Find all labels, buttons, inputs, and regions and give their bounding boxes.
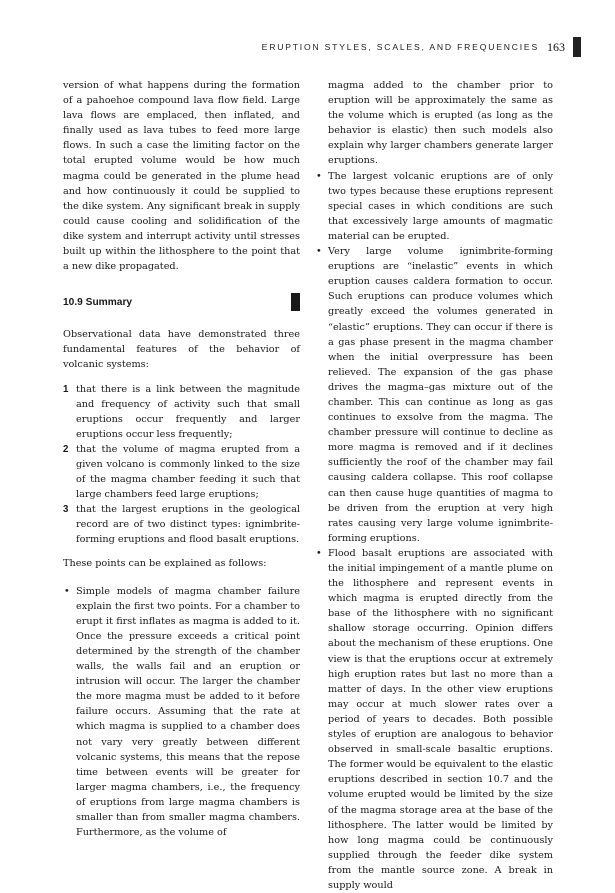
- bullet-list-left: [63, 584, 300, 841]
- list-item: [63, 442, 300, 502]
- bullet-item: [315, 546, 553, 893]
- bullet-list-right: [315, 169, 553, 893]
- list-item-text: that the volume of magma erupted from a given volcano is commonly linked to the size of the magma chamber feeding it such that large chambers feed large eruptions;: [76, 443, 300, 501]
- left-column: [63, 78, 300, 840]
- bullet-text: Flood basalt eruptions are associated with the initial impingement of a mantle plume on the lithosphere and represent events in which magma is erupted directly from the base of the lithosphere with no significant shallow storage occurring. Opinion differs about the mechanism of these eruptions. One view is that the eruptions occur at extremely high eruption rates but last no more than a matter of days. In the other view eruptions may occur at much slower rates over a period of years to decades. Both possible styles of eruption are analogous to behavior observed in small-scale basaltic eruptions. The former would be equivalent to the elastic eruptions described in section 10.7 and the volume erupted would be limited by the size of the magma storage area at the base of the lithosphere. The latter would be limited by how long magma could be continuously supplied through the feeder dike system from the mantle source zone. A break in supply would: [328, 547, 553, 891]
- section-title: 10.9 Summary: [63, 296, 133, 308]
- bullet-glyph: •: [316, 547, 322, 559]
- bullet-text: Very large volume ignimbrite-forming eruptions are “inelastic” events in which eruption causes caldera formation to occur. Such eruptions can produce volumes which greatly exceed the volumes generated in “elastic” eruptions. They can occur if there is a gas phase present in the magma chamber when the initial overpressure has been relieved. The expansion of the gas phase drives the magma–gas mixture out of the chamber. This can continue as long as gas continues to exsolve from the magma. The chamber pressure will continue to decline as more magma is removed and if it declines sufficiently the roof of the chamber may fail causing caldera collapse. This roof collapse can then cause huge quantities of magma to be driven from the eruption at very high rates causing very large volume ignimbrite-forming eruptions.: [328, 246, 553, 544]
- bullet-glyph: •: [316, 170, 322, 182]
- page-header: [262, 37, 581, 57]
- right-column: [315, 78, 553, 893]
- explain-intro: These points can be explained as follows:: [63, 557, 267, 569]
- page-number: 163: [547, 39, 565, 54]
- numbered-list: [63, 382, 300, 548]
- bullet-glyph: •: [64, 585, 70, 597]
- list-number: 2: [63, 443, 69, 455]
- list-item-text: that the largest eruptions in the geological record are of two distinct types: ignimbrite-forming eruptions and flood basalt eruptions.: [76, 504, 300, 546]
- section-heading: [63, 293, 300, 311]
- list-item-text: that there is a link between the magnitude and frequency of activity such that small eruptions occur frequently and larger eruptions occur less frequently;: [76, 383, 300, 440]
- running-head: ERUPTION STYLES, SCALES, AND FREQUENCIES: [261, 42, 539, 52]
- summary-intro: Observational data have demonstrated three fundamental features of the behavior of volcanic systems:: [63, 329, 300, 371]
- bullet-item: [315, 244, 553, 546]
- bullet-glyph: •: [316, 246, 322, 258]
- bullet-text: The largest volcanic eruptions are of only two types because these eruptions represent special cases in which conditions are such that excessively large amounts of magmatic material can be erupted.: [328, 170, 553, 242]
- list-number: 1: [63, 383, 69, 395]
- list-item: [63, 502, 300, 547]
- bullet-text: Simple models of magma chamber failure explain the first two points. For a chamber to erupt it first inflates as magma is added to it. Once the pressure exceeds a critical point determined by the strength of the chamber walls, the walls fail and an eruption or intrusion will occur. The larger the chamber the more magma must be added to it before failure occurs. Assuming that the rate at which magma is supplied to a chamber does not vary very greatly between different volcanic systems, this means that the repose time between events will be greater for larger magma chambers, i.e., the frequency of eruptions from large magma chambers is smaller than from smaller magma chambers. Furthermore, as the volume of: [76, 585, 300, 839]
- paragraph-continued: version of what happens during the formation of a pahoehoe compound lava flow field. Large lava flows are emplaced, then inflated, and finally used as lava tubes to feed more large flows. In such a case the limiting factor on the total erupted volume would be how much magma could be generated in the plume head and how continuously it could be supplied to the dike system. Any significant break in supply could cause cooling and solidification of the dike system and interrupt activity until stresses built up within the lithosphere to the point that a new dike propagated.: [63, 80, 300, 273]
- bullet-item: [63, 584, 300, 841]
- section-bar: [291, 293, 300, 311]
- header-bar: [573, 37, 581, 57]
- bullet-continued: magma added to the chamber prior to eruption will be approximately the same as the volume which is erupted (as long as the behavior is elastic) then such models also explain why larger chambers generate larger eruptions.: [328, 80, 553, 167]
- list-number: 3: [63, 504, 69, 516]
- bullet-item: [315, 169, 553, 244]
- list-item: [63, 382, 300, 442]
